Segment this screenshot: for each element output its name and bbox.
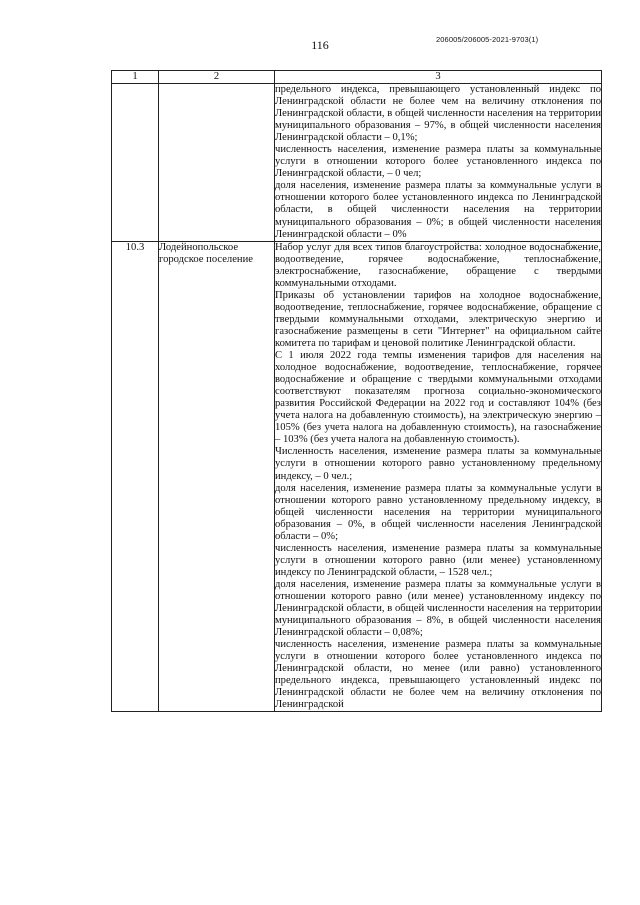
paragraph: доля населения, изменение размера платы за коммунальные услуги в отношении которого более установленного индекса по Ленинградской области, в общей численности населения на территории муниципального образования – 0%; в общей численности населения Ленинградской области – 0% xyxy=(275,180,601,240)
header-col-2: 2 xyxy=(159,71,275,84)
paragraph: Набор услуг для всех типов благоустройства: холодное водоснабжение, водоотведение, горячее водоснабжение, теплоснабжение, электроснабжение, газоснабжение, обращение с твердыми коммунальными отходами. xyxy=(275,241,601,289)
paragraph: численность населения, изменение размера платы за коммунальные услуги в отношении которого более установленного индекса по Ленинградской области, но менее (или равно) установленного предельного индекса, превышающего установленный индекс по Ленинградской области не более чем на величину отклонения по Ленинградской xyxy=(275,639,601,711)
paragraph: предельного индекса, превышающего установленный индекс по Ленинградской области не более чем на величину отклонения по Ленинградской области, в общей численности населения на территории муниципального образования – 97%, в общей численности населения Ленинградской области – 0,1%; xyxy=(275,84,601,144)
paragraph: С 1 июля 2022 года темпы изменения тарифов для населения на холодное водоснабжение, водоотведение, теплоснабжение, горячее водоснабжение и обращение с твердыми коммунальными отходами соответствуют показателям прогноза социально-экономического развития Российской Федерации на 2022 год и составляют 104% (без учета налога на добавленную стоимость), на электрическую энергию – 105% (без учета налога на добавленную стоимость), на газоснабжение – 103% (без учета налога на добавленную стоимость). xyxy=(275,350,601,446)
row-name-cell: Лодейнопольское городское поселение xyxy=(159,241,275,712)
row-content-cell xyxy=(275,84,602,242)
document-id: 206005/206005-2021-9703(1) xyxy=(436,35,539,44)
header-col-1: 1 xyxy=(112,71,159,84)
row-name-cell xyxy=(159,84,275,242)
table-row-10-3 xyxy=(112,241,602,712)
row-number-cell: 10.3 xyxy=(112,241,159,712)
data-table xyxy=(111,70,602,712)
paragraph: численность населения, изменение размера платы за коммунальные услуги в отношении которого равно (или менее) установленному индексу по Ленинградской области, – 1528 чел.; xyxy=(275,542,601,578)
header-col-3: 3 xyxy=(275,71,602,84)
table-header-row xyxy=(112,71,602,84)
table-row-continuation xyxy=(112,84,602,242)
page-number: 116 xyxy=(311,38,329,52)
paragraph: Численность населения, изменение размера платы за коммунальные услуги в отношении которого равно установленному предельному индексу, – 0 чел.; xyxy=(275,446,601,482)
paragraph: численность населения, изменение размера платы за коммунальные услуги в отношении которого более установленного индекса по Ленинградской области, – 0 чел; xyxy=(275,144,601,180)
row-content-cell xyxy=(275,241,602,712)
paragraph: доля населения, изменение размера платы за коммунальные услуги в отношении которого равно установленному предельному индексу, в общей численности населения на территории муниципального образования – 0%, в общей численности населения Ленинградской области – 0%; xyxy=(275,482,601,542)
paragraph: доля населения, изменение размера платы за коммунальные услуги в отношении которого равно (или менее) установленному индексу по Ленинградской области, в общей численности населения на территории муниципального образования – 8%, в общей численности населения Ленинградской области – 0,08%; xyxy=(275,578,601,639)
paragraph: Приказы об установлении тарифов на холодное водоснабжение, водоотведение, теплоснабжение, горячее водоснабжение, обращение с твердыми коммунальными отходами, электрическую энергию и газоснабжение размещены в сети "Интернет" на официальном сайте комитета по тарифам и ценовой политике Ленинградской области. xyxy=(275,289,601,349)
row-number-cell xyxy=(112,84,159,242)
